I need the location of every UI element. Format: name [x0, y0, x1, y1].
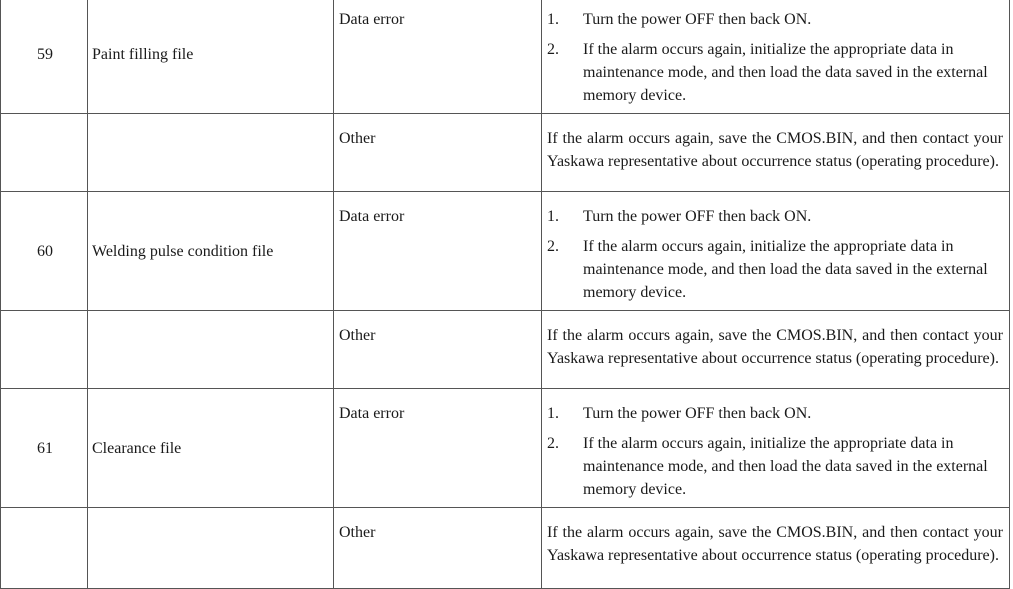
- error-type: Other: [334, 114, 542, 192]
- step-text: If the alarm occurs again, initialize the appropriate data in maintenance mode, and then load the data saved in the external memory device.: [583, 238, 988, 301]
- table-row: [1, 0, 1010, 114]
- remedy-step: [547, 432, 1003, 501]
- error-type: Other: [334, 311, 542, 389]
- remedy-cell: [542, 311, 1010, 389]
- error-type: Other: [334, 508, 542, 589]
- alarm-number: 60: [1, 192, 88, 311]
- remedy-cell: [542, 389, 1010, 508]
- step-text: Turn the power OFF then back ON.: [583, 405, 812, 422]
- empty-cell: [1, 311, 88, 389]
- step-number: 2.: [547, 41, 559, 58]
- remedy-cell: [542, 508, 1010, 589]
- empty-cell: [1, 114, 88, 192]
- error-type: Data error: [334, 192, 542, 311]
- step-number: 1.: [547, 208, 559, 225]
- file-name: Welding pulse condition file: [88, 192, 334, 311]
- remedy-cell: [542, 192, 1010, 311]
- remedy-text: If the alarm occurs again, save the CMOS.BIN, and then contact your Yaskawa representative about occurrence status (operating procedure).: [547, 327, 1003, 367]
- empty-cell: [88, 508, 334, 589]
- table-row: [1, 389, 1010, 508]
- table-row: [1, 311, 1010, 389]
- file-name: Paint filling file: [88, 0, 334, 114]
- step-number: 1.: [547, 405, 559, 422]
- remedy-text: If the alarm occurs again, save the CMOS.BIN, and then contact your Yaskawa representative about occurrence status (operating procedure).: [547, 524, 1003, 564]
- alarm-number: 61: [1, 389, 88, 508]
- table-row: [1, 508, 1010, 589]
- remedy-cell: [542, 0, 1010, 114]
- empty-cell: [88, 311, 334, 389]
- step-number: 2.: [547, 238, 559, 255]
- remedy-step: [547, 8, 1003, 31]
- remedy-step: [547, 205, 1003, 228]
- empty-cell: [88, 114, 334, 192]
- step-text: Turn the power OFF then back ON.: [583, 11, 812, 28]
- remedy-step: [547, 38, 1003, 107]
- file-name: Clearance file: [88, 389, 334, 508]
- table-row: [1, 192, 1010, 311]
- remedy-step: [547, 235, 1003, 304]
- error-type: Data error: [334, 389, 542, 508]
- step-number: 1.: [547, 11, 559, 28]
- empty-cell: [1, 508, 88, 589]
- step-number: 2.: [547, 435, 559, 452]
- remedy-text: If the alarm occurs again, save the CMOS.BIN, and then contact your Yaskawa representative about occurrence status (operating procedure).: [547, 130, 1003, 170]
- step-text: If the alarm occurs again, initialize the appropriate data in maintenance mode, and then load the data saved in the external memory device.: [583, 41, 988, 104]
- alarm-number: 59: [1, 0, 88, 114]
- table-row: [1, 114, 1010, 192]
- remedy-step: [547, 402, 1003, 425]
- remedy-cell: [542, 114, 1010, 192]
- step-text: Turn the power OFF then back ON.: [583, 208, 812, 225]
- step-text: If the alarm occurs again, initialize the appropriate data in maintenance mode, and then load the data saved in the external memory device.: [583, 435, 988, 498]
- error-type: Data error: [334, 0, 542, 114]
